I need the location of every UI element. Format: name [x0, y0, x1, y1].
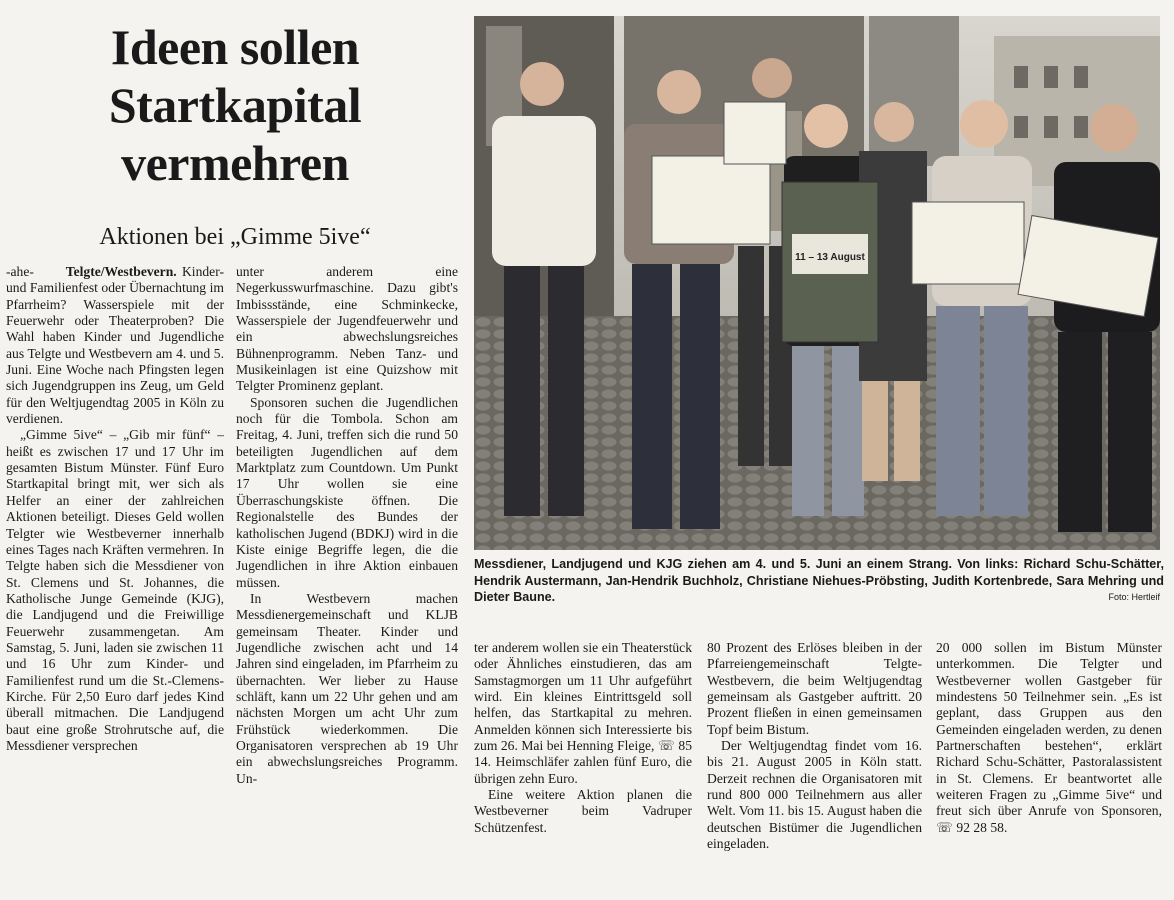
- article-column-2: [236, 264, 458, 894]
- article-column-4: [707, 640, 922, 894]
- photo-caption: Messdiener, Landjugend und KJG ziehen am 4. und 5. Juni an einem Strang. Von links: Richard Schu-Schätter, Hendrik Austermann, Jan-Hendrik Buchholz, Christiane Niehues-Pröbsting, Judith Kortenbrede, Sara Mehring und Dieter Baune.: [474, 557, 1164, 604]
- paragraph: Sponsoren suchen die Jugendlichen noch für die Tombola. Schon am Freitag, 4. Juni, treffen sich die rund 50 beteiligten Jugendlichen auf dem Marktplatz zum Countdown. Um Punkt 17 Uhr wollen sie eine Überraschungskiste öffnen. Die Regionalstelle des Bundes der katholischen Jugend (BDKJ) wird in die Kiste einige Begriffe legen, die die Jugendlichen in ihre Aktion einbauen müssen.: [236, 394, 458, 590]
- paragraph: 20 000 sollen im Bistum Münster unterkommen. Die Telgter und Westbeverner wollen Gastgeber für mindestens 50 Teilnehmer sein. „Es ist geplant, dass Gruppen aus den Gemeinden eingeladen werden, zu denen Partnerschaften bestehen“, erklärt Richard Schu-Schätter, Pastoralassistent in St. Clemens. Er beantwortet alle weiteren Fragen zu „Gimme 5ive“ und freut sich über Anrufe von Sponsoren, ☏ 92 28 58.: [936, 640, 1162, 835]
- paragraph: Der Weltjugendtag findet vom 16. bis 21. August 2005 in Köln statt. Derzeit rechnen die Organisatoren mit rund 800 000 Teilnehmern aus aller Welt. Vom 11. bis 15. August haben die deutschen Bistümer die Jugendlichen eingeladen.: [707, 738, 922, 852]
- poster-date: 11 – 13 August: [795, 252, 865, 263]
- headline: Ideen sollen Startkapital vermehren: [108, 19, 362, 191]
- paragraph: 80 Prozent des Erlöses bleiben in der Pfarreiengemeinschaft Telgte-Westbevern, die beim Weltjugendtag gemeinsam als Gastgeber auftritt. 20 Prozent fließen in einen gemeinsamen Topf beim Bistum.: [707, 640, 922, 737]
- subheadline: Aktionen bei „Gimme 5ive“: [99, 224, 371, 250]
- group-photo: [474, 16, 1160, 550]
- paragraph: Eine weitere Aktion planen die Westbeverner beim Vadruper Schützenfest.: [474, 787, 692, 835]
- paragraph: unter anderem eine Negerkusswurfmaschine. Dazu gibt's Imbissstände, eine Schminkecke, Wasserspiele der Jugendfeuerwehr und ein abwechslungsreiches Bühnenprogramm. Neben Tanz- und Musikeinlagen ist eine Quizshow mit Telgter Prominenz geplant.: [236, 264, 458, 394]
- paragraph: In Westbevern machen Messdienergemeinschaft und KLJB gemeinsam Theater. Kinder und Jugendliche zwischen acht und 14 Jahren sind eingeladen, im Pfarrheim zu übernachten. Wer lieber zu Hause schläft, kann um 22 Uhr gehen und am nächsten Morgen um acht Uhr zum Frühstück wiederkommen. Die Organisatoren versprechen ab 19 Uhr ein abwechslungsreiches Programm. Un-: [236, 590, 458, 786]
- paragraph: „Gimme 5ive“ – „Gib mir fünf“ – heißt es zwischen 17 und 17 Uhr im gesamten Bistum Münster. Fünf Euro Startkapital bringt mit, wer sich als Helfer an einer der zahlreichen Aktionen beteiligt. Dieses Geld wollen Telgter wie Westbeverner innerhalb eines Tages nach Kräften vermehren. In Telgte haben sich die Messdiener von St. Clemens und St. Johannes, die Katholische Junge Gemeinde (KJG), die Landjugend und die Freiwillige Feuerwehr zusammengetan. Am Samstag, 5. Juni, laden sie zwischen 11 und 16 Uhr zum Kinder- und Familienfest rund um die St.-Clemens-Kirche. Für 2,50 Euro darf jedes Kind überall mitmachen. Die Landjugend baut eine große Strohrutsche auf, die Messdiener versprechen: [6, 427, 224, 753]
- article-column-3: [474, 640, 692, 894]
- photo-credit: Foto: Hertleif: [1108, 592, 1160, 602]
- article-column-1: [6, 264, 224, 894]
- group-photo-illustration: [474, 16, 1160, 550]
- article-column-5: [936, 640, 1162, 894]
- paragraph: Kinder- und Familienfest oder Übernachtung im Pfarrheim? Wasserspiele mit der Feuerwehr oder Theaterproben? Die Wahl haben Kinder und Jugendliche aus Telgte und Westbevern am 4. und 5. Juni. Eine Woche nach Pfingsten legen sich Jugendgruppen ins Zeug, um Geld für den Weltjugendtag 2005 in Köln zu verdienen.: [6, 264, 224, 427]
- dateline: Telgte/Westbevern.: [65, 264, 177, 279]
- event-poster: [782, 182, 878, 342]
- byline: -ahe-: [6, 264, 34, 279]
- paragraph: ter anderem wollen sie ein Theaterstück oder Ähnliches einstudieren, das am Samstagmorgen um 11 Uhr aufgeführt wird. Ein kleines Eintrittsgeld soll helfen, das Startkapital zu mehren. Anmelden können sich Interessierte bis zum 26. Mai bei Henning Fleige, ☏ 85 14. Heimschläfer zahlen fünf Euro, die übrigen zehn Euro.: [474, 640, 692, 786]
